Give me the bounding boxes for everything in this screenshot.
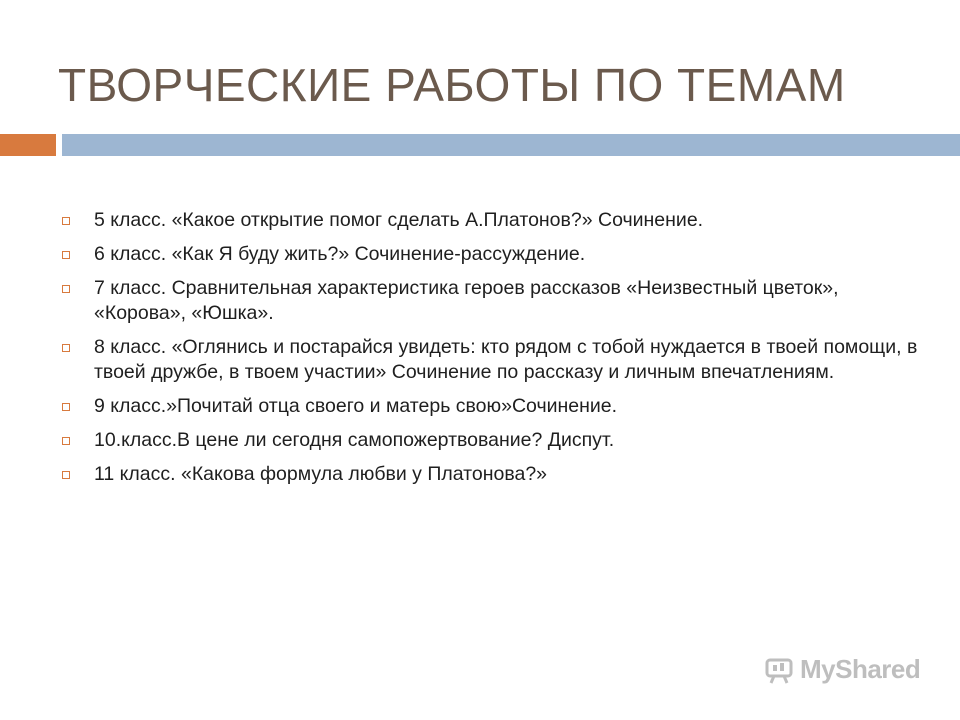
list-item-text: 11 класс. «Какова формула любви у Платонова?» xyxy=(94,463,548,485)
list-item xyxy=(60,208,920,233)
list-item xyxy=(60,428,920,453)
square-bullet-icon xyxy=(62,403,70,411)
slide-title: ТВОРЧЕСКИЕ РАБОТЫ ПО ТЕМАМ xyxy=(58,59,846,111)
square-bullet-icon xyxy=(62,437,70,445)
accent-bar-blue xyxy=(62,134,960,156)
presentation-board-icon xyxy=(764,655,794,685)
list-item-text: 9 класс.»Почитай отца своего и матерь свою»Сочинение. xyxy=(94,395,618,417)
bullet-list xyxy=(60,208,920,496)
list-item xyxy=(60,462,920,487)
list-item-text: 8 класс. «Оглянись и постарайся увидеть: кто рядом с тобой нуждается в твоей помощи, в твоей дружбе, в твоем участии» Сочинение по рассказу и личным впечатлениям. xyxy=(94,336,918,383)
list-item-text: 7 класс. Сравнительная характеристика героев рассказов «Неизвестный цветок», «Корова», «Юшка». xyxy=(94,277,839,324)
square-bullet-icon xyxy=(62,344,70,352)
list-item xyxy=(60,242,920,267)
list-item-text: 5 класс. «Какое открытие помог сделать А.Платонов?» Сочинение. xyxy=(94,209,704,231)
square-bullet-icon xyxy=(62,251,70,259)
watermark-logo xyxy=(764,654,920,685)
square-bullet-icon xyxy=(62,471,70,479)
list-item xyxy=(60,335,920,385)
watermark-text: MyShared xyxy=(800,654,921,684)
list-item xyxy=(60,276,920,326)
list-item-text: 10.класс.В цене ли сегодня самопожертвование? Диспут. xyxy=(94,429,615,451)
list-item xyxy=(60,394,920,419)
square-bullet-icon xyxy=(62,285,70,293)
accent-bar-orange xyxy=(0,134,56,156)
list-item-text: 6 класс. «Как Я буду жить?» Сочинение-рассуждение. xyxy=(94,243,586,265)
square-bullet-icon xyxy=(62,217,70,225)
